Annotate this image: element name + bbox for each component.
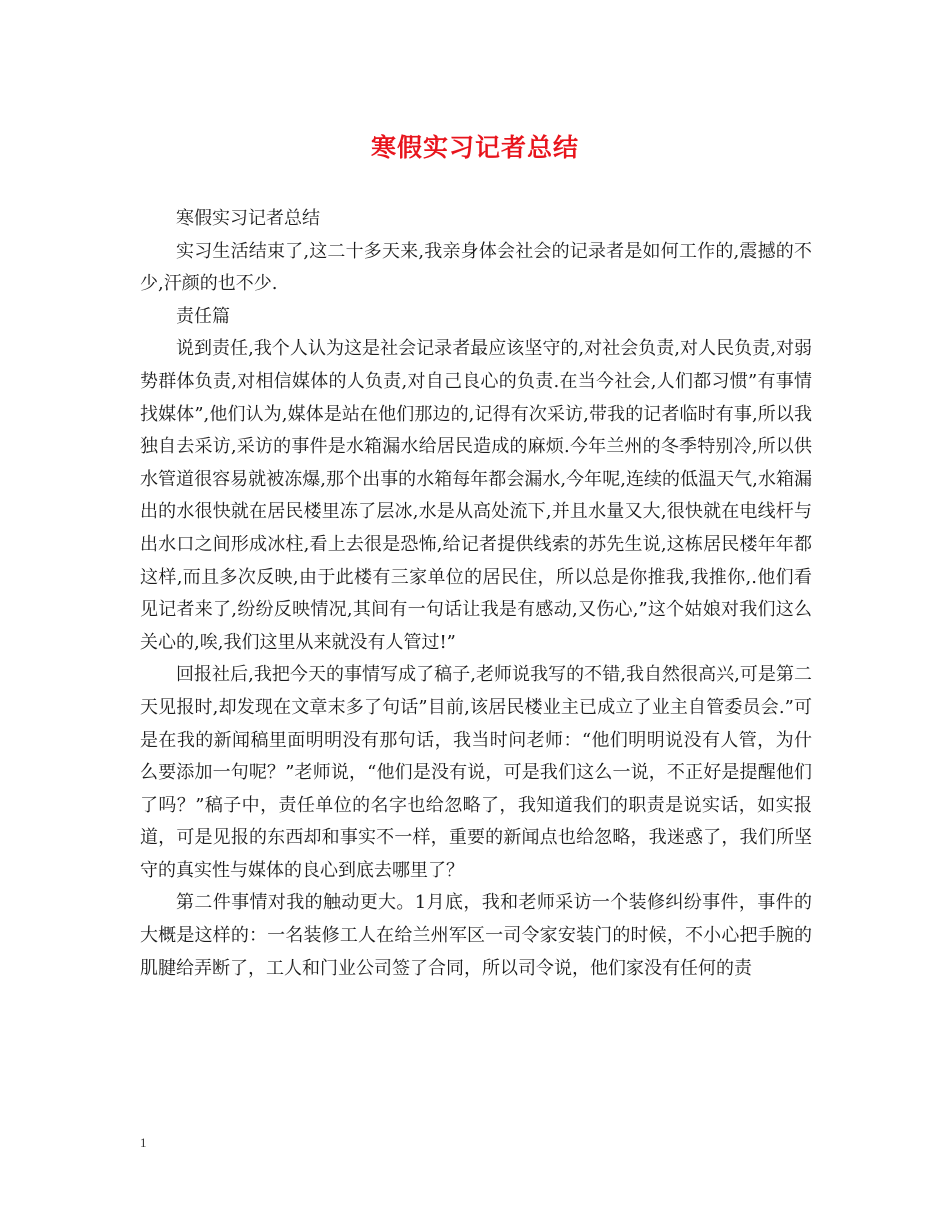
document-title: 寒假实习记者总结 xyxy=(370,133,579,162)
page-number: 1 xyxy=(140,1135,147,1150)
paragraph-intro: 实习生活结束了,这二十多天来,我亲身体会社会的记录者是如何工作的,震撼的不少,汗颜的也不少. xyxy=(140,240,812,295)
paragraph-responsibility: 说到责任,我个人认为这是社会记录者最应该坚守的,对社会负责,对人民负责,对弱势群体负责,对相信媒体的人负责,对自己良心的负责.在当今社会,人们都习惯”有事情找媒体”,他们认为,媒体是站在他们那边的,记得有次采访,带我的记者临时有事,所以我独自去采访,采访的事件是水箱漏水给居民造成的麻烦.今年兰州的冬季特别冷,所以供水管道很容易就被冻爆,那个出事的水箱每年都会漏水,今年呢,连续的低温天气,水箱漏出的水很快就在居民楼里冻了层冰,水是从高处流下,并且水量又大,很快就在电线杆与出水口之间形成冰柱,看上去很是恐怖,给记者提供线索的苏先生说,这栋居民楼年年都这样,而且多次反映,由于此楼有三家单位的居民住，所以总是你推我,我推你,.他们看见记者来了,纷纷反映情况,其间有一句话让我是有感动,又伤心,”这个姑娘对我们这么关心的,唉,我们这里从来就没有人管过!” xyxy=(140,338,812,653)
paragraph-report-back: 回报社后,我把今天的事情写成了稿子,老师说我写的不错,我自然很高兴,可是第二天见报时,却发现在文章末多了句话”目前,该居民楼业主已成立了业主自管委员会.”可是在我的新闻稿里面明明没有那句话，我当时问老师：“他们明明说没有人管，为什么要添加一句呢？”老师说，“他们是没有说，可是我们这么一说，不正好是提醒他们了吗？”稿子中，责任单位的名字也给忽略了，我知道我们的职责是说实话，如实报道，可是见报的东西却和事实不一样，重要的新闻点也给忽略，我迷惑了，我们所坚守的真实性与媒体的良心到底去哪里了？ xyxy=(140,664,812,881)
document-body xyxy=(140,203,812,985)
paragraph-heading: 寒假实习记者总结 xyxy=(176,208,320,229)
paragraph-second-event: 第二件事情对我的触动更大。1月底，我和老师采访一个装修纠纷事件，事件的大概是这样的：一名装修工人在给兰州军区一司令家安装门的时候，不小心把手腕的肌腱给弄断了，工人和门业公司签了合同，所以司令说，他们家没有任何的责 xyxy=(140,892,812,979)
section-heading-responsibility: 责任篇 xyxy=(176,305,230,327)
